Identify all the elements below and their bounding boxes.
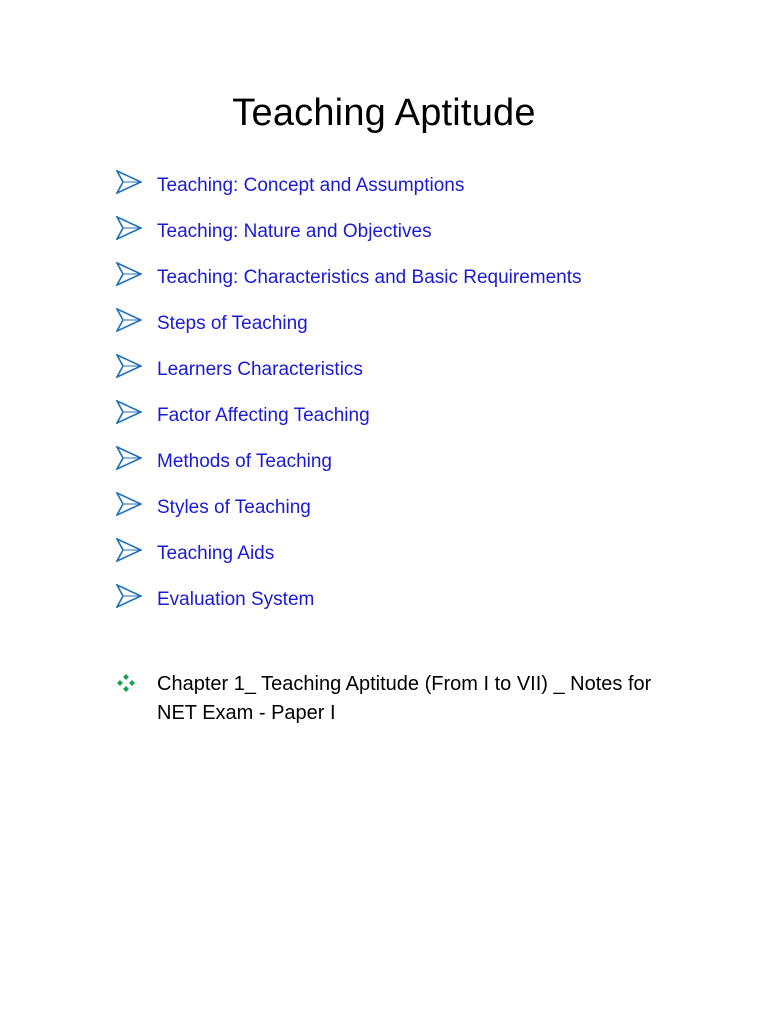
toc-link[interactable]: Evaluation System — [157, 589, 315, 610]
arrow-bullet-icon — [116, 400, 142, 424]
toc-link[interactable]: Teaching: Nature and Objectives — [157, 221, 432, 242]
toc-link[interactable]: Teaching: Characteristics and Basic Requirements — [157, 267, 582, 288]
arrow-bullet-icon — [116, 262, 142, 286]
toc-item[interactable] — [116, 492, 736, 538]
toc-item[interactable] — [116, 354, 736, 400]
arrow-bullet-icon — [116, 538, 142, 562]
toc-link[interactable]: Steps of Teaching — [157, 313, 308, 334]
arrow-bullet-icon — [116, 492, 142, 516]
toc-item[interactable] — [116, 538, 736, 584]
toc-link[interactable]: Learners Characteristics — [157, 359, 363, 380]
toc-item[interactable] — [116, 262, 736, 308]
toc-item[interactable] — [116, 446, 736, 492]
toc-item[interactable] — [116, 584, 736, 630]
arrow-bullet-icon — [116, 308, 142, 332]
arrow-bullet-icon — [116, 354, 142, 378]
arrow-bullet-icon — [116, 216, 142, 240]
toc-item[interactable] — [116, 216, 736, 262]
chapter-note-text: Chapter 1_ Teaching Aptitude (From I to VII) _ Notes for NET Exam - Paper I — [157, 673, 652, 724]
arrow-bullet-icon — [116, 584, 142, 608]
arrow-bullet-icon — [116, 170, 142, 194]
table-of-contents — [116, 170, 736, 630]
toc-item[interactable] — [116, 400, 736, 446]
toc-link[interactable]: Styles of Teaching — [157, 497, 311, 518]
toc-item[interactable] — [116, 308, 736, 354]
toc-link[interactable]: Teaching Aids — [157, 543, 275, 564]
page-title: Teaching Aptitude — [232, 92, 536, 134]
toc-link[interactable]: Teaching: Concept and Assumptions — [157, 175, 465, 196]
toc-link[interactable]: Factor Affecting Teaching — [157, 405, 370, 426]
toc-link[interactable]: Methods of Teaching — [157, 451, 332, 472]
arrow-bullet-icon — [116, 446, 142, 470]
diamond-bullet-icon — [116, 673, 136, 693]
toc-item[interactable] — [116, 170, 736, 216]
